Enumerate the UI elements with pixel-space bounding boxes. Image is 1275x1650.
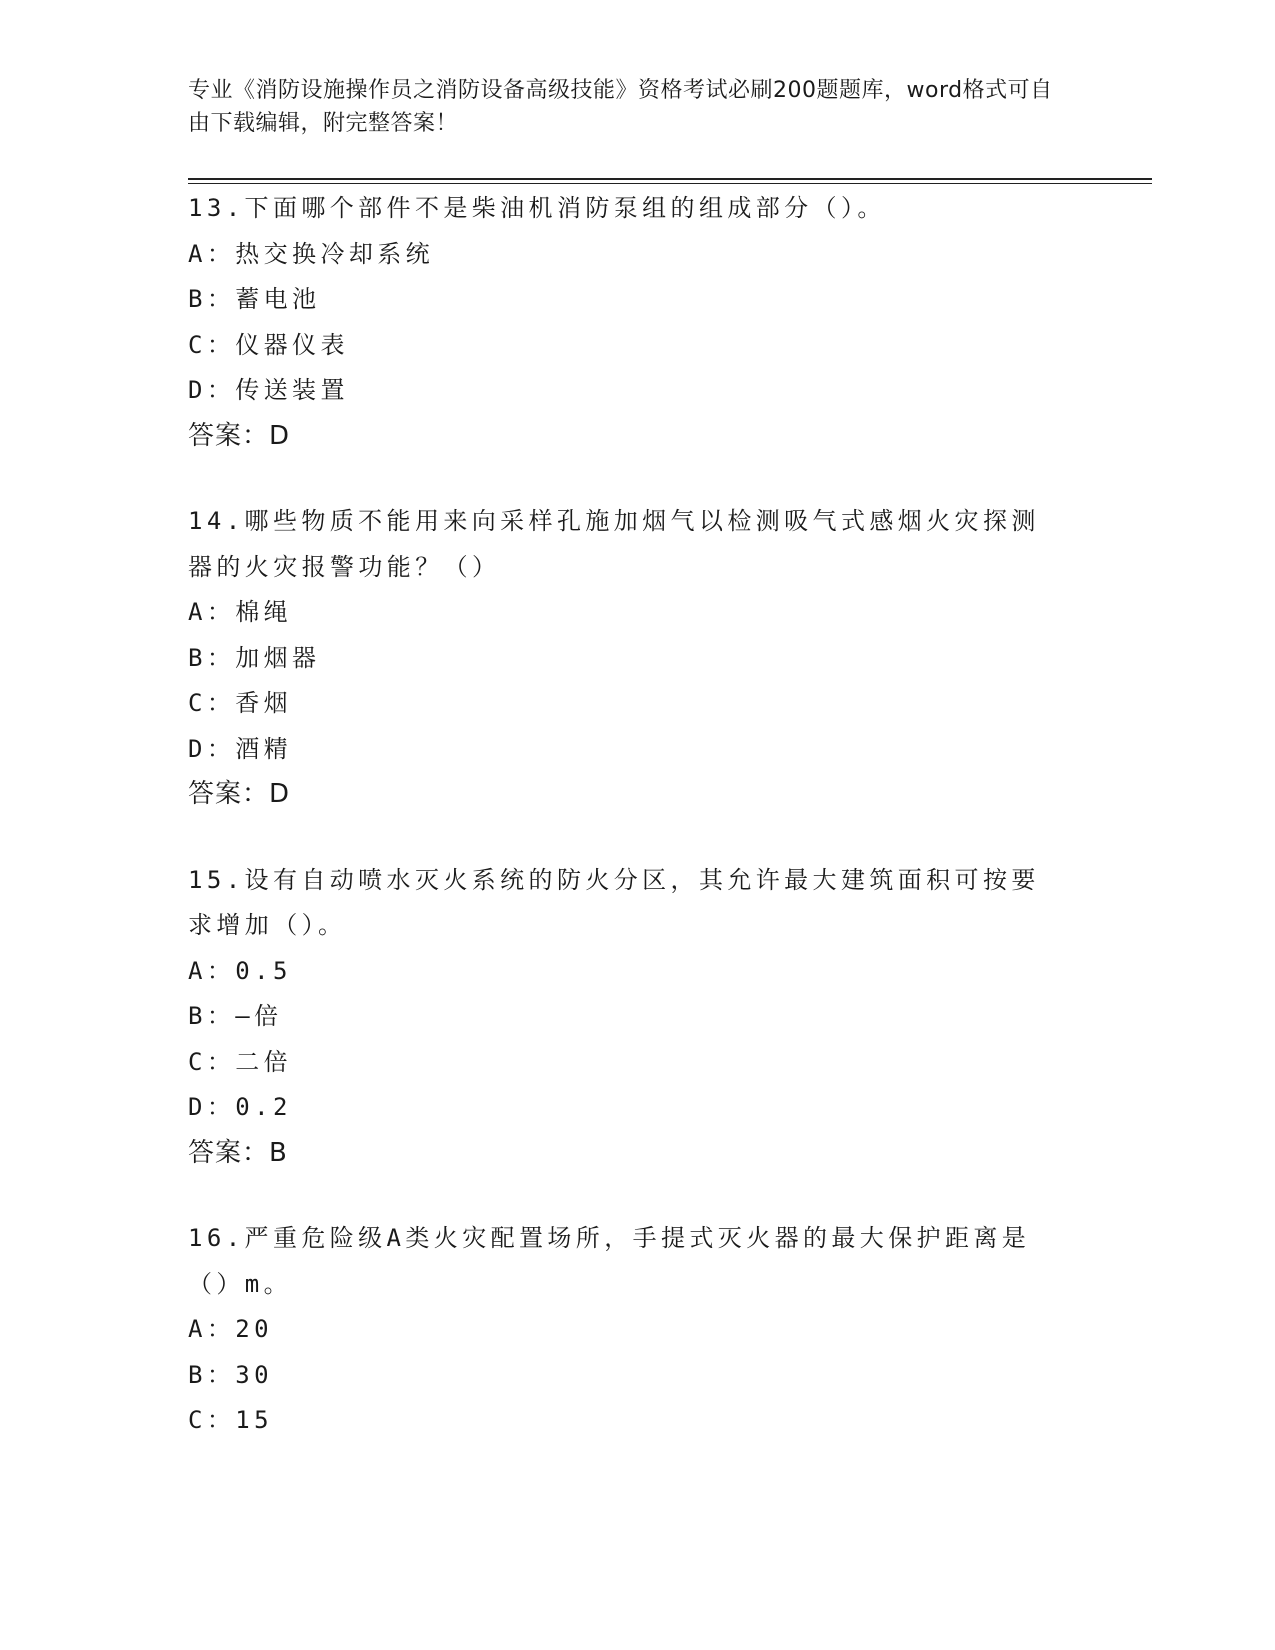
option-b: B：蓄电池 (188, 285, 321, 313)
question-13 (188, 186, 1088, 459)
option-a: A：热交换冷却系统 (188, 239, 435, 268)
answer-label: 答案：D (188, 420, 291, 451)
option-a: A：20 (188, 1315, 273, 1343)
header-divider (188, 178, 1152, 184)
option-b: B：加烟器 (188, 643, 321, 672)
question-15 (188, 858, 1088, 1177)
document-header: 专业《消防设施操作员之消防设备高级技能》资格考试必刷200题题库，word格式可自由下载编辑，附完整答案！ (188, 78, 1053, 136)
option-d: D：0.2 (188, 1093, 292, 1121)
option-c: C：二倍 (188, 1047, 293, 1076)
question-14 (188, 499, 1088, 818)
question-list (188, 186, 1088, 1484)
option-b: B：—倍 (188, 1002, 283, 1030)
option-b: B：30 (188, 1360, 273, 1389)
question-16 (188, 1216, 1088, 1444)
option-c: C：15 (188, 1406, 273, 1434)
question-stem: 14.哪些物质不能用来向采样孔施加烟气以检测吸气式感烟火灾探测器的火灾报警功能？（） (188, 507, 1040, 581)
option-a: A：棉绳 (188, 598, 293, 626)
answer-label: 答案：B (188, 1137, 288, 1168)
option-c: C：香烟 (188, 689, 293, 717)
question-stem: 15.设有自动喷水灭火系统的防火分区，其允许最大建筑面积可按要求增加（）。 (188, 865, 1040, 939)
question-stem: 13.下面哪个部件不是柴油机消防泵组的组成部分（）。 (188, 194, 886, 222)
option-c: C：仪器仪表 (188, 330, 349, 359)
question-stem: 16.严重危险级A类火灾配置场所，手提式灭火器的最大保护距离是（）m。 (188, 1224, 1031, 1298)
option-d: D：酒精 (188, 734, 293, 763)
option-a: A：0.5 (188, 956, 292, 985)
option-d: D：传送装置 (188, 376, 349, 404)
answer-label: 答案：D (188, 779, 291, 809)
